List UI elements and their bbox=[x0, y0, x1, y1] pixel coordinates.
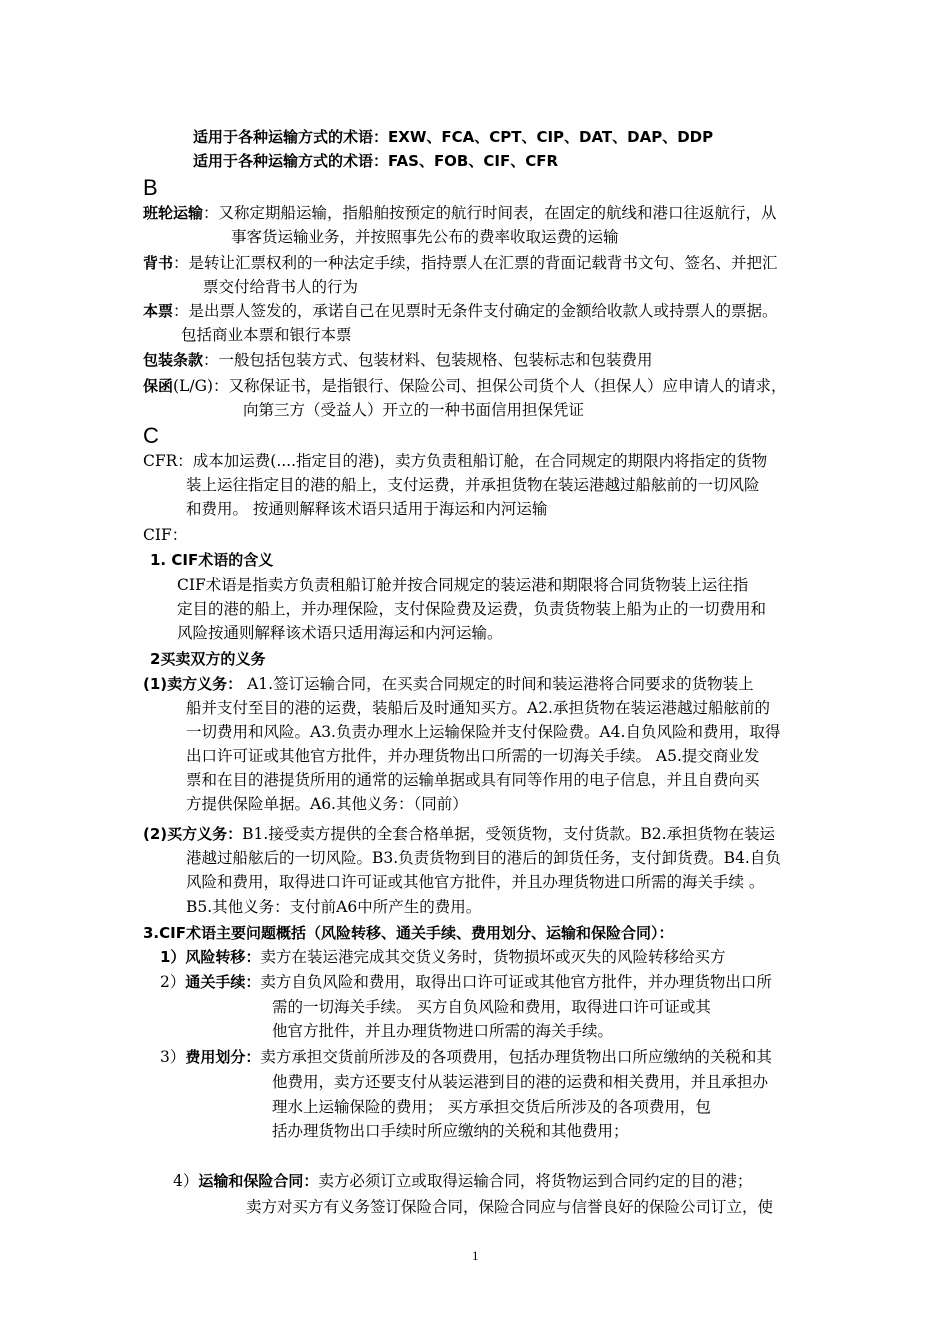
buyer-line-3: 风险和费用，取得进口许可证或其他官方批件，并且办理货物进口所需的海关手续 。 bbox=[186, 873, 765, 891]
customs-text: 卖方自负风险和费用，取得出口许可证或其他官方批件，并办理货物出口所 bbox=[260, 973, 772, 991]
cost-text: 卖方承担交货前所涉及的各项费用，包括办理货物出口所应缴纳的关税和其 bbox=[260, 1048, 772, 1066]
cif-heading-3: 3.CIF术语主要问题概括（风险转移、通关手续、费用划分、运输和保险合同）： bbox=[143, 924, 674, 942]
cif-heading-1: 1. CIF术语的含义 bbox=[150, 551, 274, 569]
term-baohan-cont: 向第三方（受益人）开立的一种书面信用担保凭证 bbox=[243, 401, 585, 419]
term-baohan bbox=[143, 375, 787, 397]
term-label: 班轮运输 bbox=[143, 204, 204, 222]
term-label: 背书 bbox=[143, 254, 174, 272]
term-banlun-cont: 事客货运输业务，并按照事先公布的费率收取运费的运输 bbox=[231, 228, 619, 246]
buyer-text: B1.接受卖方提供的全套合格单据，受领货物，支付货款。B2.承担货物在装运 bbox=[242, 825, 776, 843]
risk-text: 卖方在装运港完成其交货义务时，货物损坏或灭失的风险转移给买方 bbox=[260, 948, 726, 966]
seller-line-3: 一切费用和风险。A3.负责办理水上运输保险并支付保险费。A4.自负风险和费用，取得 bbox=[186, 723, 781, 741]
seller-obligations bbox=[143, 673, 754, 695]
customs-procedures bbox=[160, 971, 772, 993]
cfr-line-3: 和费用。 按通则解释该术语只适用于海运和内河运输 bbox=[186, 500, 548, 518]
buyer-label: (2)买方义务： bbox=[143, 825, 243, 843]
term-benpiao-cont: 包括商业本票和银行本票 bbox=[181, 326, 352, 344]
transport-label: 运输和保险合同： bbox=[198, 1172, 319, 1190]
term-label: 保函 bbox=[143, 377, 174, 395]
customs-label: 通关手续： bbox=[185, 973, 261, 991]
cfr-line-1: CFR：成本加运费(....指定目的港)，卖方负责租船订舱，在合同规定的期限内将指定的货物 bbox=[143, 452, 768, 470]
term-benpiao bbox=[143, 300, 778, 322]
term-text: ：一般包括包装方式、包装材料、包装规格、包装标志和包装费用 bbox=[203, 351, 653, 369]
transport-number: 4） bbox=[173, 1172, 199, 1190]
cfr-line-2: 装上运往指定目的港的船上，支付运费，并承担货物在装运港越过船舷前的一切风险 bbox=[186, 476, 760, 494]
seller-line-2: 船并支付至目的港的运费，装船后及时通知买方。A2.承担货物在装运港越过船舷前的 bbox=[186, 699, 770, 717]
transport-text: 卖方必须订立或取得运输合同，将货物运到合同约定的目的港； bbox=[318, 1172, 753, 1190]
cost-line-3: 理水上运输保险的费用； 买方承担交货后所涉及的各项费用，包 bbox=[272, 1098, 711, 1116]
cif-para-1-line-1: CIF术语是指卖方负责租船订舱并按合同规定的装运港和期限将合同货物装上运往指 bbox=[177, 576, 749, 594]
seller-line-5: 票和在目的港提货所用的通常的运输单据或具有同等作用的电子信息，并且自费向买 bbox=[186, 771, 760, 789]
customs-line-3: 他官方批件，并且办理货物进口所需的海关手续。 bbox=[272, 1022, 614, 1040]
customs-number: 2） bbox=[160, 973, 186, 991]
section-letter-c: C bbox=[143, 423, 159, 448]
term-text: ：是出票人签发的，承诺自己在见票时无条件支付确定的金额给收款人或持票人的票据。 bbox=[173, 302, 778, 320]
cost-line-4: 括办理货物出口手续时所应缴纳的关税和其他费用； bbox=[272, 1122, 629, 1140]
intro-line-2: 适用于各种运输方式的术语：FAS、FOB、CIF、CFR bbox=[193, 152, 559, 170]
buyer-line-4: B5.其他义务：支付前A6中所产生的费用。 bbox=[186, 898, 482, 916]
cost-division bbox=[160, 1046, 772, 1068]
cif-para-1-line-2: 定目的港的船上，并办理保险，支付保险费及运费，负责货物装上船为止的一切费用和 bbox=[177, 600, 767, 618]
transport-line-2: 卖方对买方有义务签订保险合同，保险合同应与信誉良好的保险公司订立，使 bbox=[246, 1198, 774, 1216]
term-beishu-cont: 票交付给背书人的行为 bbox=[203, 278, 359, 296]
term-baozhuang bbox=[143, 349, 653, 371]
customs-line-2: 需的一切海关手续。 买方自负风险和费用，取得进口许可证或其 bbox=[272, 998, 711, 1016]
page-number: 1 bbox=[472, 1248, 479, 1263]
buyer-obligations bbox=[143, 823, 775, 845]
transport-insurance bbox=[173, 1170, 752, 1192]
cost-number: 3） bbox=[160, 1048, 186, 1066]
cost-line-2: 他费用，卖方还要支付从装运港到目的港的运费和相关费用，并且承担办 bbox=[272, 1073, 769, 1091]
buyer-line-2: 港越过船舷后的一切风险。B3.负责货物到目的港后的卸货任务，支付卸货费。B4.自负 bbox=[186, 849, 781, 867]
cif-label: CIF： bbox=[143, 526, 188, 544]
term-text: ：是转让汇票权利的一种法定手续，指持票人在汇票的背面记载背书文句、签名、并把汇 bbox=[173, 254, 778, 272]
cif-heading-2: 2买卖双方的义务 bbox=[150, 650, 266, 668]
seller-line-4: 出口许可证或其他官方批件，并办理货物出口所需的一切海关手续。 A5.提交商业发 bbox=[186, 747, 760, 765]
intro-line-1: 适用于各种运输方式的术语：EXW、FCA、CPT、CIP、DAT、DAP、DDP bbox=[193, 128, 714, 146]
term-banlun bbox=[143, 202, 777, 224]
term-label: 包装条款 bbox=[143, 351, 204, 369]
risk-label: 1）风险转移： bbox=[160, 948, 261, 966]
term-text: (L/G)：又称保证书，是指银行、保险公司、担保公司货个人（担保人）应申请人的请求， bbox=[173, 377, 787, 395]
seller-label: (1)卖方义务： bbox=[143, 675, 243, 693]
section-letter-b: B bbox=[143, 175, 158, 200]
term-beishu bbox=[143, 252, 778, 274]
cost-label: 费用划分： bbox=[185, 1048, 261, 1066]
seller-line-6: 方提供保险单据。A6.其他义务：（同前） bbox=[186, 795, 468, 813]
seller-text: A1.签订运输合同，在买卖合同规定的时间和装运港将合同要求的货物装上 bbox=[242, 675, 754, 693]
cif-para-1-line-3: 风险按通则解释该术语只适用海运和内河运输。 bbox=[177, 624, 503, 642]
term-text: ：又称定期船运输，指船舶按预定的航行时间表，在固定的航线和港口往返航行，从 bbox=[203, 204, 777, 222]
risk-transfer bbox=[160, 946, 725, 968]
term-label: 本票 bbox=[143, 302, 174, 320]
